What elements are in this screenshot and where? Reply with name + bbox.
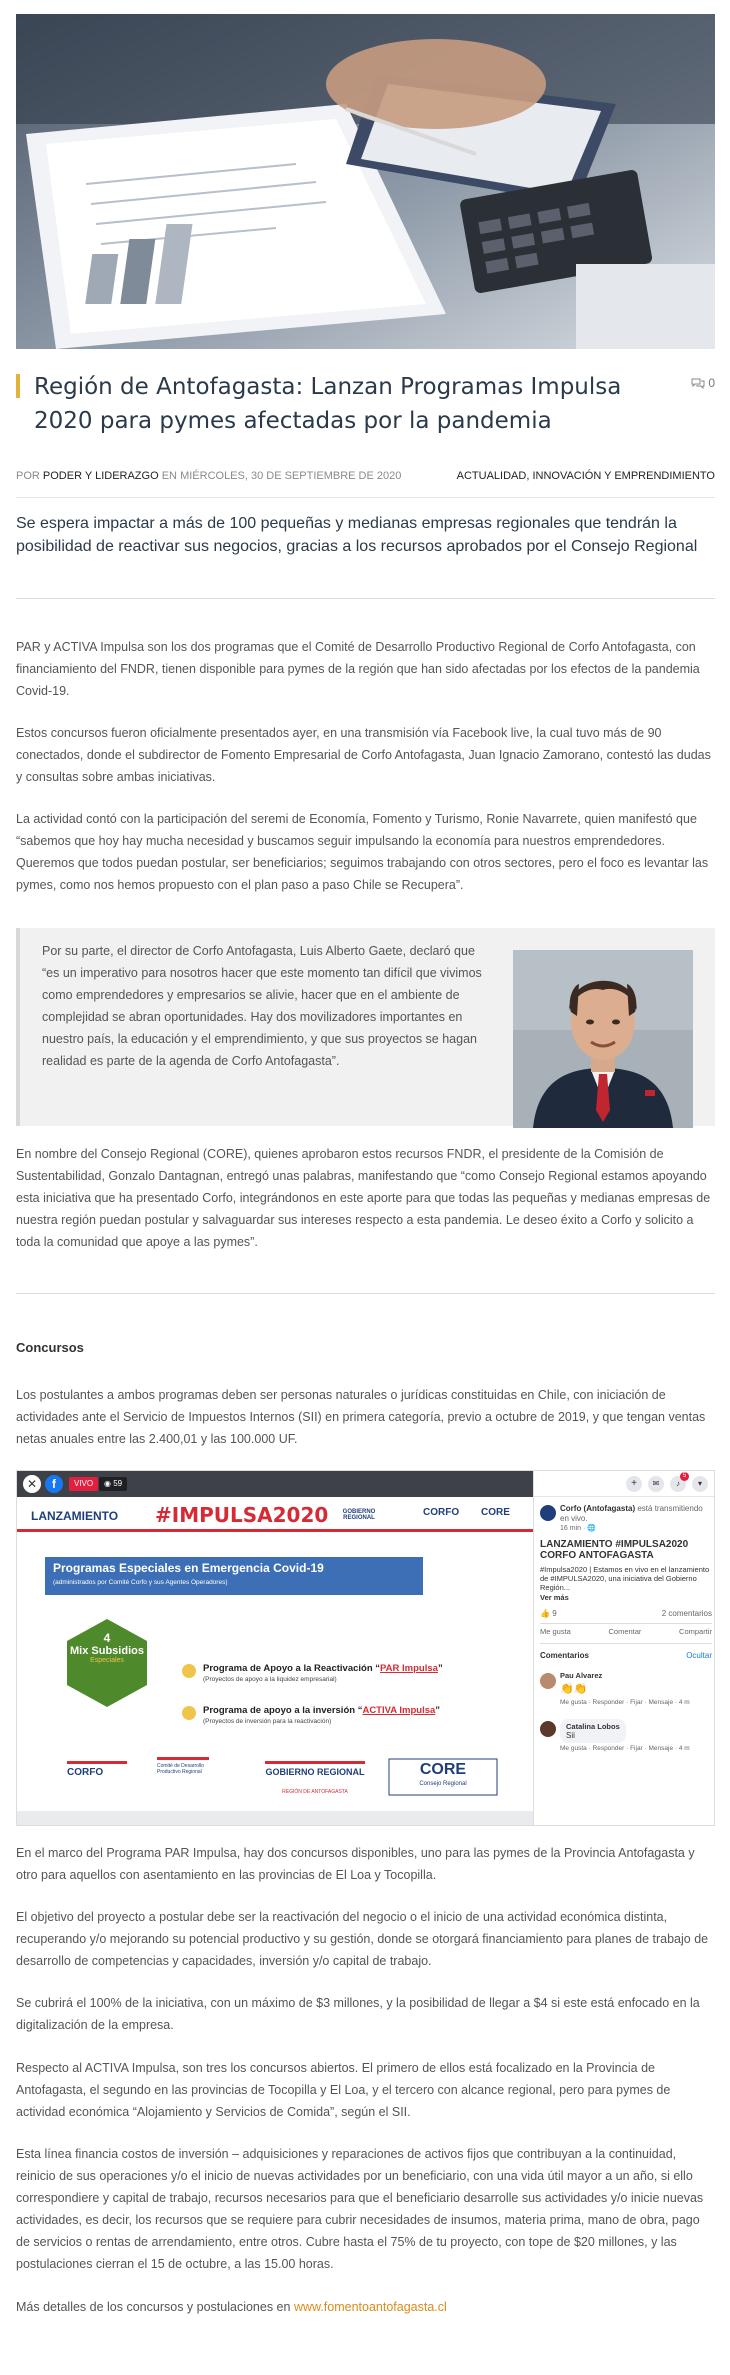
bell-icon[interactable]: ♪ xyxy=(670,1476,686,1492)
slide-lanzamiento: LANZAMIENTO xyxy=(31,1509,119,1523)
like-reaction-icon: 👍 xyxy=(540,1609,550,1618)
slide-logo-gore-sub: REGIÓN DE ANTOFAGASTA xyxy=(282,1789,348,1795)
fb-post-title: LANZAMIENTO #IMPULSA2020 CORFO ANTOFAGASTA xyxy=(540,1539,689,1561)
hero-photo-illustration xyxy=(16,14,715,349)
meta-in-label: EN xyxy=(161,470,177,482)
commenter-avatar[interactable] xyxy=(540,1721,556,1737)
slide-top-core: CORE xyxy=(481,1507,510,1518)
section-heading: Concursos xyxy=(16,1340,84,1355)
close-icon[interactable]: ✕ xyxy=(23,1475,41,1493)
messenger-icon[interactable]: ✉ xyxy=(648,1476,664,1492)
video-slide xyxy=(17,1471,533,1826)
slide-item-par xyxy=(203,1663,443,1674)
title-accent-bar xyxy=(16,374,20,398)
fb-see-more[interactable]: Ver más xyxy=(540,1593,569,1602)
slide-badge-subtitle: Especiales xyxy=(90,1657,124,1664)
commenter-avatar[interactable] xyxy=(540,1673,556,1689)
slide-banner-subtitle: (administrados por Comité Corfo y sus Agentes Operadores) xyxy=(53,1579,228,1586)
fb-share-button[interactable]: Compartir xyxy=(679,1627,712,1636)
fb-comment-1-name[interactable]: Pau Alvarez xyxy=(560,1671,603,1680)
hero-image xyxy=(16,14,715,349)
slide-banner-title: Programas Especiales en Emergencia Covid-19 xyxy=(53,1561,324,1575)
fb-post-header xyxy=(560,1504,710,1534)
category-link-actualidad[interactable]: ACTUALIDAD xyxy=(456,470,527,482)
fb-page-name[interactable]: Corfo (Antofagasta) xyxy=(560,1504,636,1513)
fb-actions xyxy=(540,1627,712,1636)
divider xyxy=(16,1293,715,1294)
slide-logo-corfo: CORFO xyxy=(67,1767,104,1778)
fb-divider xyxy=(540,1623,712,1624)
slide-badge-number: 4 xyxy=(103,1631,111,1645)
slide-hashtag: #IMPULSA2020 xyxy=(155,1503,329,1527)
fb-comments-order[interactable]: Ocultar xyxy=(686,1651,712,1660)
slide-item-activa-sub: (Proyectos de inversión para la reactivación) xyxy=(203,1718,332,1725)
comment-count: 0 xyxy=(708,376,715,390)
fb-post-body: #Impulsa2020 | Estamos en vivo en el lanzamiento de #IMPULSA2020, una iniciativa del Gobierno Región... xyxy=(540,1565,710,1592)
viewer-number: 59 xyxy=(113,1479,123,1488)
fb-divider xyxy=(540,1643,712,1644)
article-title: Región de Antofagasta: Lanzan Programas Impulsa 2020 para pymes afectadas por la pandemia xyxy=(34,374,622,434)
slide-item-activa xyxy=(203,1705,440,1716)
comments-icon xyxy=(691,378,705,389)
paragraph-10: Esta línea financia costos de inversión – adquisiciones y reparaciones de activos fijos que contribuyan a la continuidad, reinicio de sus operaciones y/o el inicio de nuevas actividades por un beneficiario, con una vida útil mayor a un año, si ello correspondiere y capital de trabajo, recursos necesarios para que el beneficiario desarrolle sus actividades y/o inicie nuevas actividades, es decir, los recursos que se requiere para cubrir necesidades de insumos, materia prima, mano de obra, pago de servicios o rentas de arrendamiento, entre otros. Cubre hasta el 75% de tu proyecto, con tope de $20 millones, y las postulaciones cierran el 15 de octubre, a las 15.00 horas. xyxy=(16,2147,704,2271)
paragraph-5: Los postulantes a ambos programas deben ser personas naturales o jurídicas constituidas en Chile, con iniciación de actividades ante el Servicio de Impuestos Internos (SII) en primera categoría, previo a octubre de 2019, y que tengan ventas netas anuales entre las 2.400,01 y las 100.000 UF. xyxy=(16,1388,706,1446)
fb-like-count: 9 xyxy=(552,1609,557,1618)
publish-date: MIÉRCOLES, 30 DE SEPTIEMBRE DE 2020 xyxy=(180,470,402,482)
page-avatar[interactable] xyxy=(540,1505,556,1521)
slide-item-activa-prefix: Programa de apoyo a la inversión “ xyxy=(203,1705,363,1716)
quote-text: Por su parte, el director de Corfo Antofagasta, Luis Alberto Gaete, declaró que “es un imperativo para nosotros hacer que este momento tan difícil que vivimos como emprendedores y empresarios se alivie, hacer que en el ambiente de complejidad se abran oportunidades. Hay dos movilizadores importantes en nuestro país, la educación y el emprendimiento, y que sus proyectos se hagan realidad es parte de la agenda de Corfo Antofagasta”. xyxy=(42,944,482,1068)
fb-comment-1-actions[interactable]: Me gusta · Responder · Fijar · Mensaje · 4 m xyxy=(560,1699,690,1706)
fb-likes xyxy=(540,1609,557,1618)
account-icon[interactable]: ▾ xyxy=(692,1476,708,1492)
category-separator: , xyxy=(526,470,530,482)
paragraph-8: Se cubrirá el 100% de la iniciativa, con un máximo de $3 millones, y la posibilidad de llegar a $4 si este está enfocado en la digitalización de la empresa. xyxy=(16,1996,700,2032)
comment-count-link[interactable] xyxy=(691,376,715,390)
slide-logo-core: CORE xyxy=(419,1761,467,1778)
plus-icon[interactable]: + xyxy=(626,1476,642,1492)
fb-comments-label: Comentarios xyxy=(540,1651,589,1660)
paragraph-2: Estos concursos fueron oficialmente presentados ayer, en una transmisión vía Facebook live, la cual tuvo más de 90 conectados, donde el subdirector de Fomento Empresarial de Corfo Antofagasta, Juan Ignacio Zamorano, contestó las dudas y consultas sobre ambas iniciativas. xyxy=(16,726,711,784)
fb-time-value: 16 min xyxy=(560,1525,582,1532)
fb-status: está transmitiendo en vivo. xyxy=(560,1504,703,1523)
article-lead: Se espera impactar a más de 100 pequeñas y medianas empresas regionales que tendrán la posibilidad de reactivar sus negocios, gracias a los recursos aprobados por el Consejo Regional xyxy=(16,515,698,555)
slide-item-par-suffix: ” xyxy=(437,1663,443,1674)
facebook-live-video[interactable] xyxy=(16,1470,715,1826)
paragraph-11-text: Más detalles de los concursos y postulaciones en xyxy=(16,2300,294,2314)
slide-item-par-highlight: PAR Impulsa xyxy=(380,1663,438,1674)
fb-comment-2-actions[interactable]: Me gusta · Responder · Fijar · Mensaje · 4 m xyxy=(560,1745,690,1752)
facebook-icon: f xyxy=(45,1475,63,1493)
fb-comment-2-name[interactable]: Catalina Lobos xyxy=(566,1722,620,1731)
fb-comment-1-text: 👏👏 xyxy=(560,1683,588,1695)
paragraph-3: La actividad contó con la participación del seremi de Economía, Fomento y Turismo, Ronie Navarrete, quien manifestó que “sabemos que hoy hay mucha necesidad y buscamos seguir impulsando la economía para nuestros emprendedores. Queremos que todos puedan postular, ser beneficiarios; seguimos trabajando con otros sectores, pero el foco es levantar las pymes, como nos hemos propuesto con el plan paso a paso Chile se Recupera”. xyxy=(16,812,709,892)
fb-comment-2-text: Sii xyxy=(566,1731,575,1740)
paragraph-7: El objetivo del proyecto a postular debe ser la reactivación del negocio o el inicio de una actividad económica distinta, recuperando y/o mejorando su potencial productivo y su gestión, donde se otorgará financiamiento para planes de trabajo de desarrollo de competencias y capacidades, inversión y/o capital de trabajo. xyxy=(16,1910,709,1968)
fb-comment-count[interactable]: 2 comentarios xyxy=(661,1609,712,1618)
slide-item-activa-suffix: ” xyxy=(435,1705,441,1716)
facebook-side-panel xyxy=(533,1471,715,1826)
portrait-illustration xyxy=(513,950,693,1128)
fomento-link[interactable]: www.fomentoantofagasta.cl xyxy=(293,2300,447,2314)
fb-top-bar xyxy=(534,1471,715,1497)
viewer-count xyxy=(99,1477,127,1491)
fb-time: 16 min · 🌐 xyxy=(560,1525,596,1532)
notification-badge: 5 xyxy=(680,1472,689,1481)
slide-top-gore: GOBIERNO REGIONAL xyxy=(342,1509,376,1521)
slide-badge-title: Mix Subsidios xyxy=(70,1645,144,1657)
slide-logo-gore: GOBIERNO REGIONAL xyxy=(265,1767,365,1777)
slide-item-par-prefix: Programa de Apoyo a la Reactivación “ xyxy=(203,1663,381,1674)
paragraph-1: PAR y ACTIVA Impulsa son los dos programas que el Comité de Desarrollo Productivo Regional de Corfo Antofagasta, con financiamiento del FNDR, tienen disponible para pymes de la región que han sido afectadas por los efectos de la pandemia Covid-19. xyxy=(16,640,700,698)
article-meta xyxy=(16,468,715,498)
slide-logo-comite: Comité de Desarrollo Productivo Regional xyxy=(157,1763,204,1775)
meta-by-label: POR xyxy=(16,470,40,482)
fb-like-button[interactable]: Me gusta xyxy=(540,1627,571,1636)
divider xyxy=(16,598,715,599)
fb-comment-button[interactable]: Comentar xyxy=(608,1627,642,1636)
category-link-innovacion[interactable]: INNOVACIÓN Y EMPRENDIMIENTO xyxy=(532,470,715,482)
pull-quote xyxy=(16,928,715,1126)
slide-badge xyxy=(67,1631,147,1664)
article-header xyxy=(16,370,715,438)
slide-top-corfo: CORFO xyxy=(423,1507,460,1518)
fb-comment-2-bubble xyxy=(560,1719,626,1743)
slide-item-activa-highlight: ACTIVA Impulsa xyxy=(362,1705,436,1716)
slide-logo-core-sub: Consejo Regional xyxy=(419,1781,467,1787)
slide-item-par-sub: (Proyectos de apoyo a la liquidez empresarial) xyxy=(203,1676,337,1683)
paragraph-6: En el marco del Programa PAR Impulsa, hay dos concursos disponibles, uno para las pymes de la Provincia Antofagasta y otro para aquellos con asentamiento en las provincias de El Loa y Tocopilla. xyxy=(16,1846,695,1882)
live-badge: VIVO xyxy=(69,1477,98,1491)
author-link[interactable]: PODER Y LIDERAZGO xyxy=(42,470,159,482)
paragraph-4: En nombre del Consejo Regional (CORE), quienes aprobaron estos recursos FNDR, el presidente de la Comisión de Sustentabilidad, Gonzalo Dantagnan, entregó unas palabras, manifestando que “como Consejo Regional estamos apoyando esta iniciativa que ha presentado Corfo, integrándonos en este aporte para que todas las pequeñas y medianas empresas de nuestra región puedan postular y salvaguardar sus intereses respecto a esta pandemia. Le deseo éxito a Corfo y solicito a toda la comunidad que apoye a las pymes”. xyxy=(16,1147,711,1249)
paragraph-9: Respecto al ACTIVA Impulsa, son tres los concursos abiertos. El primero de ellos está focalizado en la Provincia de Antofagasta, el segundo en las provincias de Tocopilla y El Loa, y el tercero con alcance regional, pero para pymes de actividad económica “Alojamiento y Servicios de Comida”, según el SII. xyxy=(16,2061,671,2119)
paragraph-11 xyxy=(16,2296,715,2318)
eye-icon: ◉ xyxy=(104,1479,114,1488)
portrait-photo xyxy=(513,950,693,1128)
